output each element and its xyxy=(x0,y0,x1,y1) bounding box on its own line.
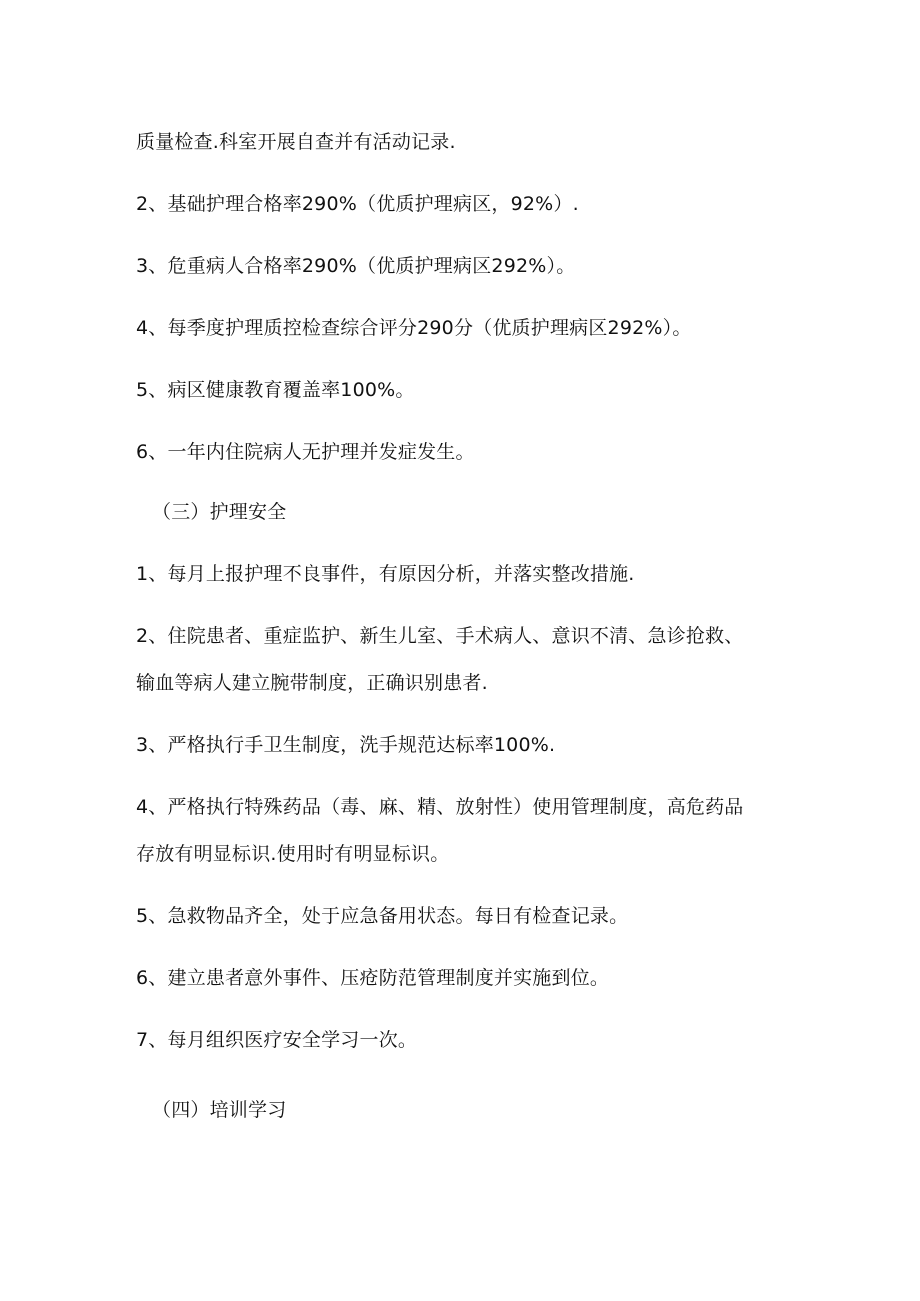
item-safety-study: 7、每月组织医疗安全学习一次。 xyxy=(136,1029,418,1051)
item-no-complications: 6、一年内住院病人无护理并发症发生。 xyxy=(136,441,475,463)
item-health-education: 5、病区健康教育覆盖率100%。 xyxy=(136,379,415,401)
item-basic-care-rate: 2、基础护理合格率290%（优质护理病区，92%）. xyxy=(136,193,579,215)
item-wristband-line-1: 2、住院患者、重症监护、新生儿室、手术病人、意识不清、急诊抢救、 xyxy=(136,625,744,647)
item-adverse-events: 1、每月上报护理不良事件，有原因分析，并落实整改措施. xyxy=(136,563,635,585)
item-critical-patient-rate: 3、危重病人合格率290%（优质护理病区292%）。 xyxy=(136,255,576,277)
item-accident-prevention: 6、建立患者意外事件、压疮防范管理制度并实施到位。 xyxy=(136,967,610,989)
item-wristband-line-2: 输血等病人建立腕带制度，正确识别患者. xyxy=(136,672,488,694)
section-heading-training: （四）培训学习 xyxy=(152,1099,287,1121)
item-hand-hygiene: 3、严格执行手卫生制度，洗手规范达标率100%. xyxy=(136,734,556,756)
item-quarterly-score: 4、每季度护理质控检查综合评分290分（优质护理病区292%）。 xyxy=(136,317,692,339)
paragraph-quality-check: 质量检查.科室开展自查并有活动记录. xyxy=(136,131,456,153)
section-heading-nursing-safety: （三）护理安全 xyxy=(152,501,287,523)
item-special-drugs-line-2: 存放有明显标识.使用时有明显标识。 xyxy=(136,843,450,865)
item-emergency-supplies: 5、急救物品齐全，处于应急备用状态。每日有检查记录。 xyxy=(136,905,629,927)
item-special-drugs-line-1: 4、严格执行特殊药品（毒、麻、精、放射性）使用管理制度，高危药品 xyxy=(136,796,744,818)
